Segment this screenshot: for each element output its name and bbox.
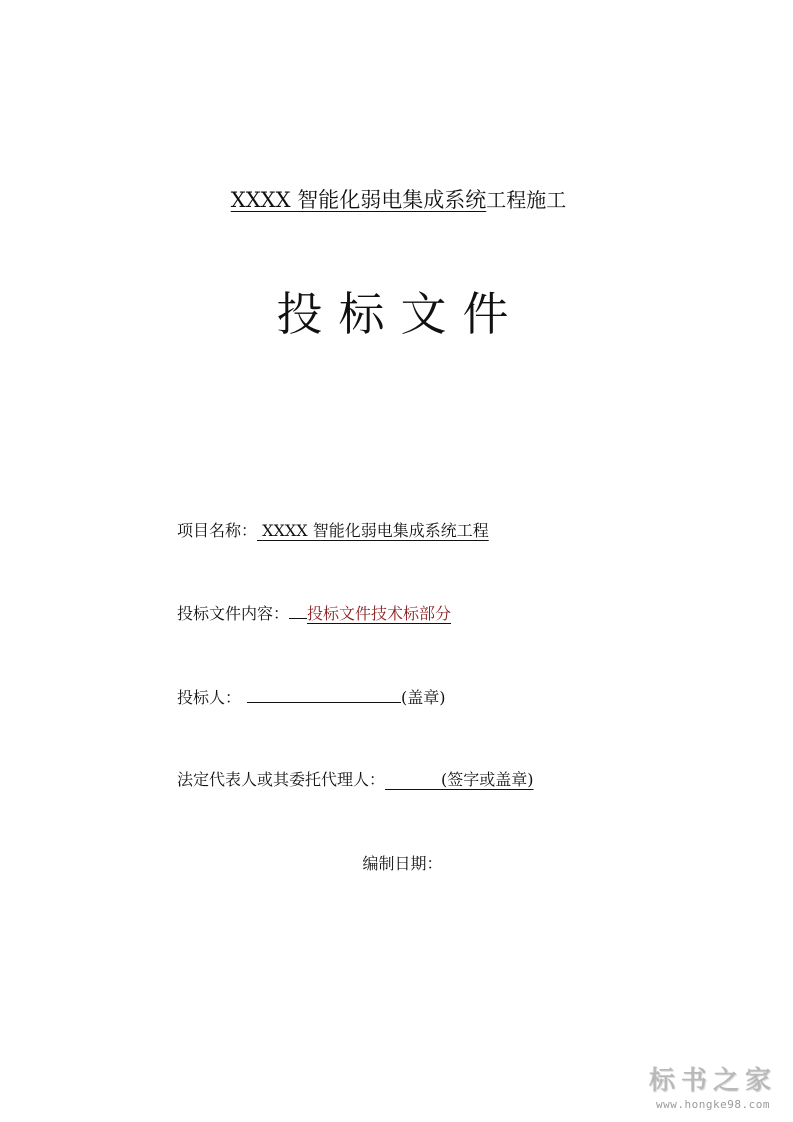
watermark-url: www.hongke98.com <box>656 1098 770 1111</box>
project-header <box>0 186 793 214</box>
project-name-value: XXXX 智能化弱电集成系统工程 <box>262 521 489 540</box>
document-content-field <box>177 602 451 626</box>
document-content-blank <box>289 602 307 619</box>
document-content-value: 投标文件技术标部分 <box>307 604 452 623</box>
legal-representative-field <box>177 768 533 792</box>
bidder-field <box>177 686 446 710</box>
legal-representative-seal-note: (签字或盖章) <box>440 770 534 789</box>
document-title: 投标文件 <box>276 287 525 341</box>
legal-representative-blank <box>385 770 533 789</box>
legal-representative-label: 法定代表人或其委托代理人： <box>177 770 386 789</box>
bidder-blank-line <box>247 686 401 703</box>
header-project-suffix: 工程施工 <box>486 188 567 212</box>
compile-date-field <box>0 852 793 876</box>
document-content-label: 投标文件内容： <box>177 604 290 623</box>
project-name-field <box>177 519 489 543</box>
bidder-label: 投标人： <box>177 688 242 707</box>
watermark-title: 标书之家 <box>648 1066 777 1096</box>
project-name-label: 项目名称： <box>177 521 258 540</box>
watermark-logo <box>638 1064 788 1112</box>
bidder-seal-note: (盖章) <box>401 688 446 707</box>
compile-date-label: 编制日期： <box>362 854 443 873</box>
header-project-name: XXXX 智能化弱电集成系统 <box>230 188 487 212</box>
